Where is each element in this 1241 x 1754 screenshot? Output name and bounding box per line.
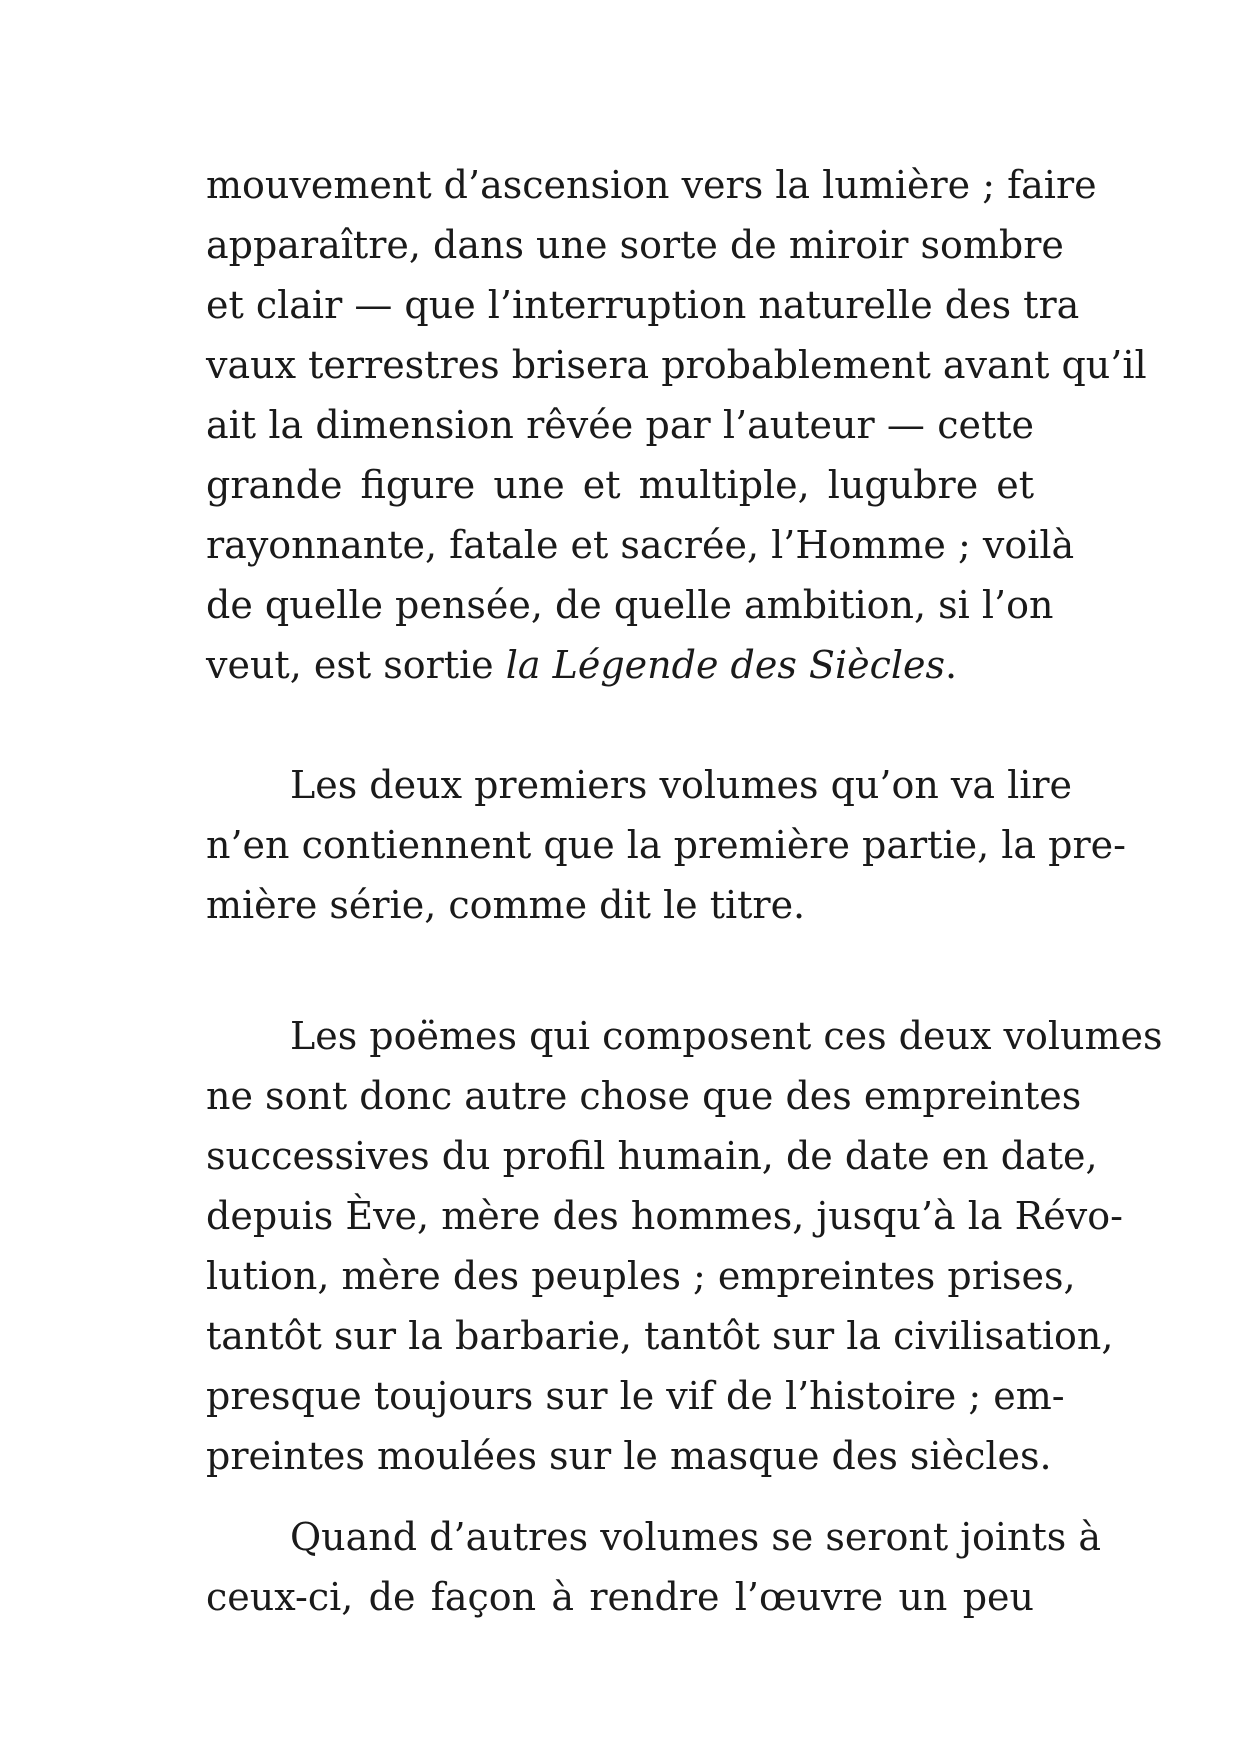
line-suffix: . [945,643,958,687]
text-line: Quand d’autres volumes se seront joints à [290,1515,1101,1559]
book-title: la Légende des Siècles [505,643,946,687]
text-line: grande figure une et multiple, lugubre et [206,463,1034,507]
text-line: lution, mère des peuples ; empreintes prises, [206,1254,1076,1298]
text-line: apparaître, dans une sorte de miroir sombre [206,223,1064,267]
text-line: et clair — que l’interruption naturelle des tra [206,283,1080,327]
text-line-with-title [206,635,1034,695]
paragraph-2 [206,755,1126,935]
paragraph-3 [206,1006,1163,1486]
text-line: successives du profil humain, de date en date, [206,1134,1098,1178]
text-line: preintes moulées sur le masque des siècles. [206,1434,1052,1478]
text-line: tantôt sur la barbarie, tantôt sur la civilisation, [206,1314,1114,1358]
line-prefix: veut, est sortie [206,643,506,687]
text-line: Les poëmes qui composent ces deux volumes [290,1014,1163,1058]
text-line: presque toujours sur le vif de l’histoire ; em- [206,1374,1065,1418]
text-line: n’en contiennent que la première partie, la pre- [206,823,1126,867]
text-line: mouvement d’ascension vers la lumière ; faire [206,163,1097,207]
text-line: de quelle pensée, de quelle ambition, si l’on [206,583,1054,627]
text-line: ceux-ci, de façon à rendre l’œuvre un peu [206,1575,1034,1619]
paragraph-4 [206,1507,1101,1627]
text-line: Les deux premiers volumes qu’on va lire [290,763,1073,807]
text-line: depuis Ève, mère des hommes, jusqu’à la Révo- [206,1194,1123,1238]
text-line: vaux terrestres brisera probablement avant qu’il [206,343,1147,387]
text-line: ait la dimension rêvée par l’auteur — cette [206,403,1034,447]
text-line: ne sont donc autre chose que des empreintes [206,1074,1082,1118]
text-line: mière série, comme dit le titre. [206,883,806,927]
text-line: rayonnante, fatale et sacrée, l’Homme ; voilà [206,523,1075,567]
paragraph-1 [206,155,1147,695]
